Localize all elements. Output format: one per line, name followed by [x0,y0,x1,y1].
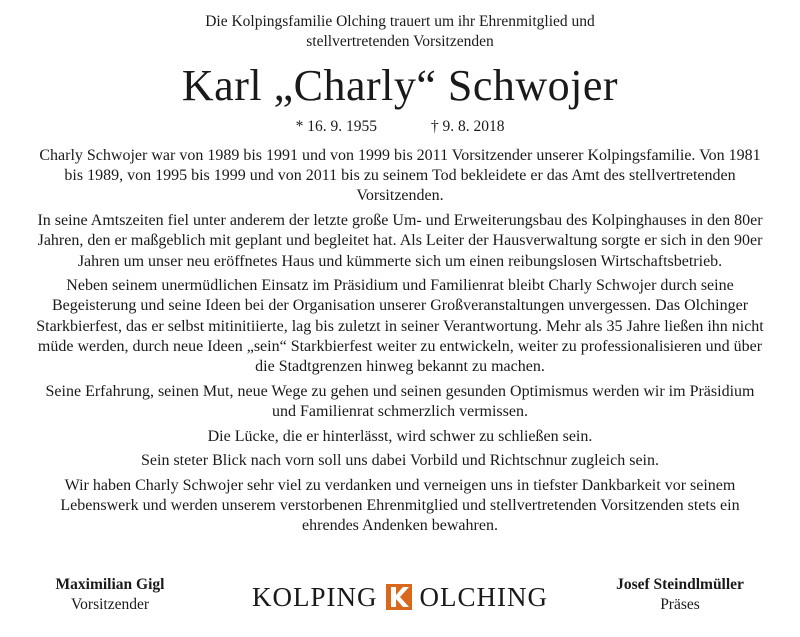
kolping-k-mark-icon [386,584,412,610]
deceased-name: Karl „Charly“ Schwojer [181,61,619,110]
paragraph-2: In seine Amtszeiten fiel unter anderem der letzte große Um- und Erweiterungsbau des Kolpinghauses in den 80er Jahren, den er maßgeblich mit geplant und begleitet hat. Als Leiter der Hausverwaltung sorgte er sich in den 90er Jahren um unser neu eröffnetes Haus und kümmerte sich um einen reibungslosen Wirtschaftsbetrieb. [37,212,763,270]
obituary-body [32,146,768,541]
life-dates [60,117,740,137]
paragraph-4: Seine Erfahrung, seinen Mut, neue Wege zu gehen und seinen gesunden Optimismus werden wir im Präsidium und Familienrat schmerzlich vermissen. [45,382,755,420]
kolping-olching-logo [232,579,568,615]
signature-footer [20,575,780,625]
signer-role-left: Vorsitzender [70,596,150,613]
signature-left [20,575,200,615]
paragraph-5: Die Lücke, die er hinterlässt, wird schwer zu schließen sein. [207,427,593,445]
intro-text [60,12,740,52]
paragraph-3: Neben seinem unermüdlichen Einsatz im Präsidium und Familienrat bleibt Charly Schwojer durch seine Begeisterung und seine Ideen bei der Organisation unserer Großveranstaltungen unvergessen. Das Olchinger Starkbierfest, das er selbst mitinitiierte, lag bis zuletzt in seiner Verantwortung. Mehr als 35 Jahre ließen ihn nicht müde werden, durch neue Ideen „sein“ Starkbierfest weiter zu entwickeln, weiter zu professionalisieren und über die Stadtgrenzen hinweg bekannt zu machen. [36,277,764,376]
logo-word-right: OLCHING [419,581,548,612]
death-date: † 9. 8. 2018 [430,118,505,135]
signer-name-left: Maximilian Gigl [55,576,165,593]
intro-line-2: stellvertretenden Vorsitzenden [306,33,494,50]
paragraph-7: Wir haben Charly Schwojer sehr viel zu verdanken und verneigen uns in tiefster Dankbarkeit vor seinem Lebenswerk und werden unserem verstorbenen Ehrenmitglied und stellvertretenden Vorsitzenden stets ein ehrendes Andenken bewahren. [60,477,740,535]
logo-word-left: KOLPING [252,581,378,612]
signature-right [580,575,780,615]
intro-line-1: Die Kolpingsfamilie Olching trauert um ihr Ehrenmitglied und [205,13,595,30]
paragraph-1: Charly Schwojer war von 1989 bis 1991 und von 1999 bis 2011 Vorsitzender unserer Kolpingsfamilie. Von 1981 bis 1989, von 1995 bis 1999 und von 2011 bis zu seinem Tod bekleidete er das Amt des stellvertretenden Vorsitzenden. [39,147,761,205]
birth-date: * 16. 9. 1955 [295,118,377,135]
paragraph-6: Sein steter Blick nach vorn soll uns dabei Vorbild und Richtschnur zugleich sein. [141,452,659,470]
signer-name-right: Josef Steindlmüller [616,576,744,593]
signer-role-right: Präses [660,596,700,613]
